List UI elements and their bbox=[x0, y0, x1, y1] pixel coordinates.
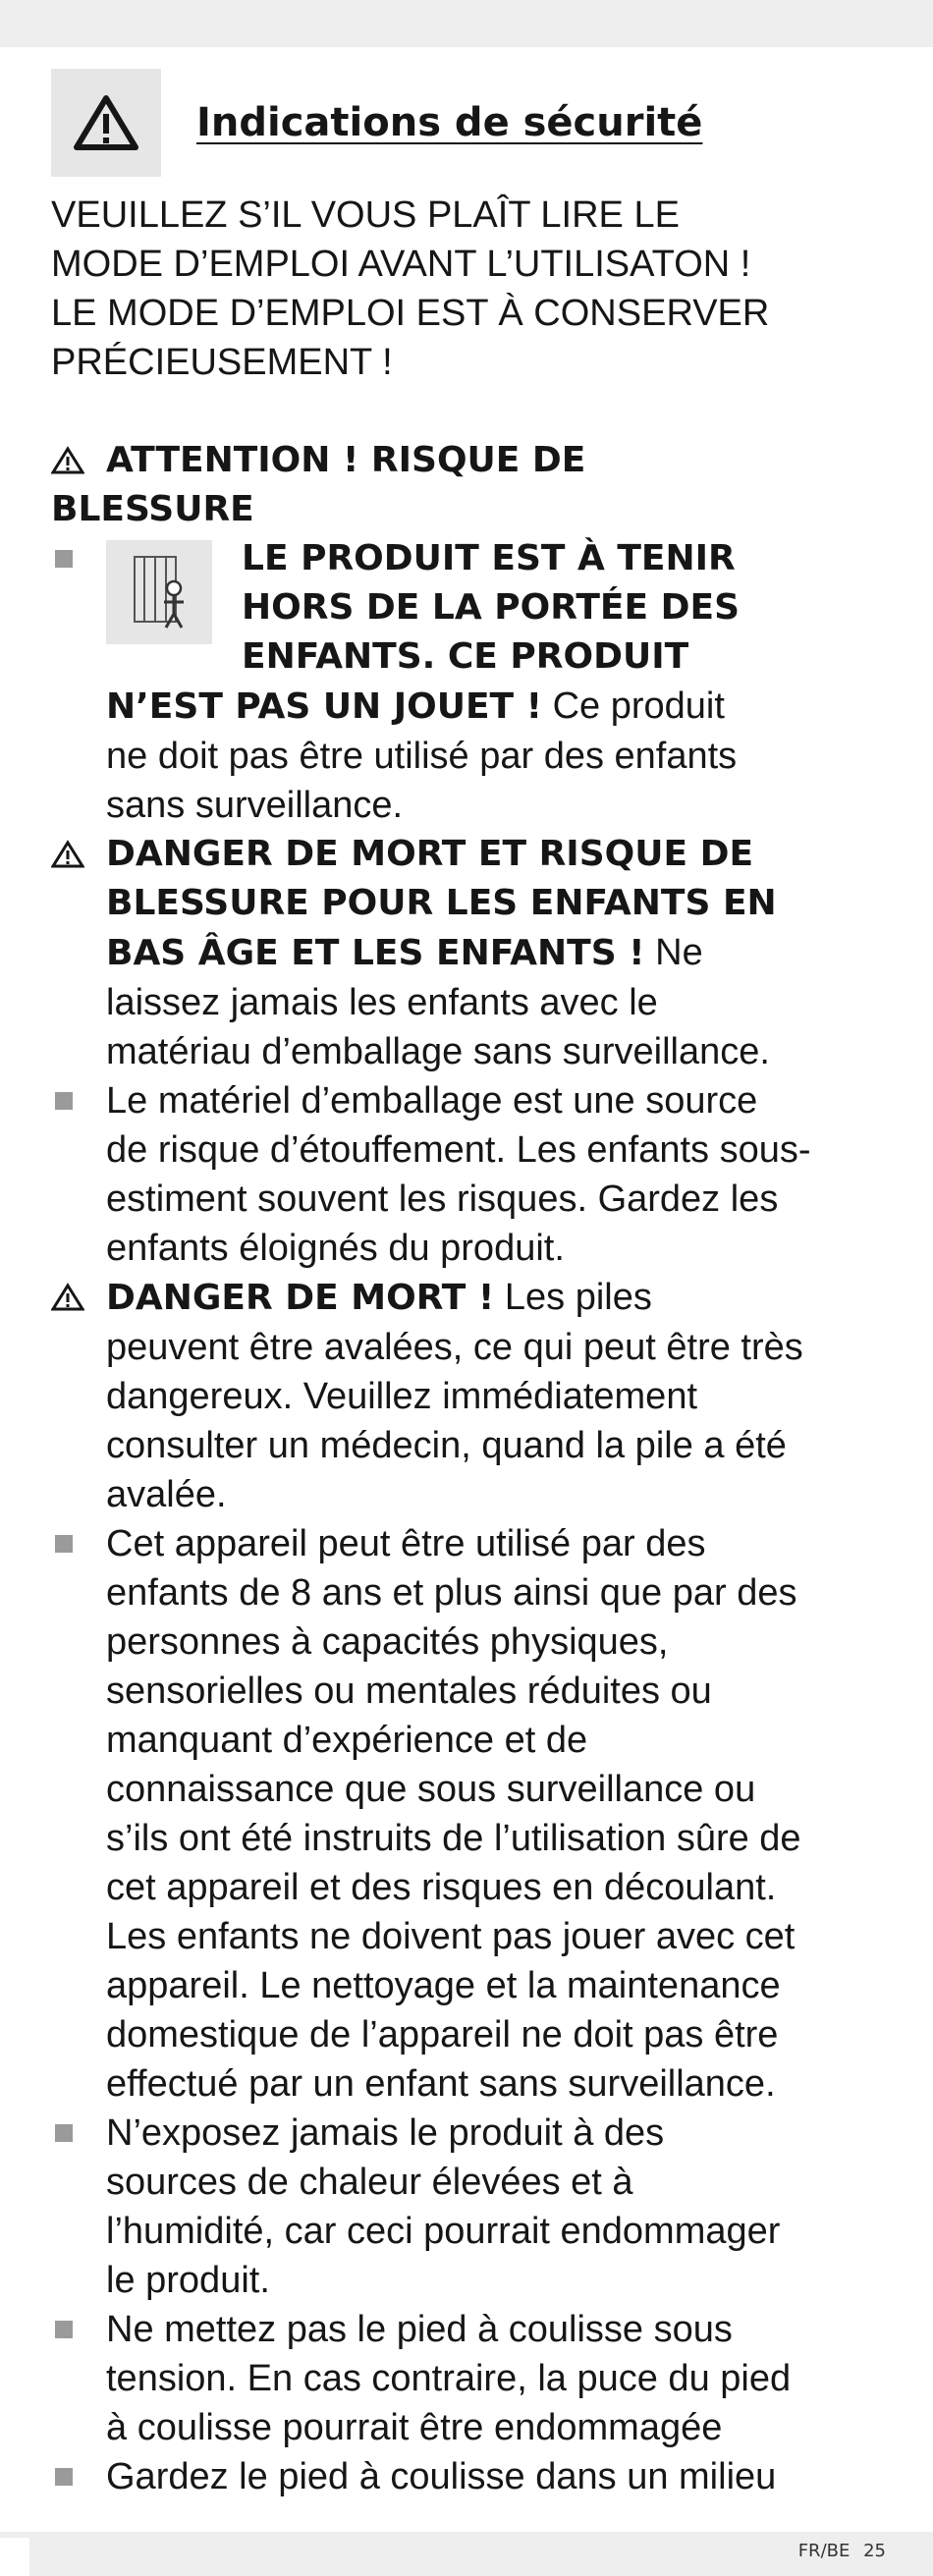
heat-text: N’exposez jamais le produit à des bbox=[106, 2112, 665, 2154]
children-bold-line: ENFANTS. CE PRODUIT bbox=[242, 636, 689, 677]
appliance-text: enfants de 8 ans et plus ainsi que par des bbox=[106, 1572, 797, 1614]
danger-text: laissez jamais les enfants avec le bbox=[106, 982, 658, 1023]
locale-code: FR/BE bbox=[797, 2541, 851, 2561]
packaging-text: de risque d’étouffement. Les enfants sous- bbox=[106, 1129, 811, 1171]
danger-heading: DANGER DE MORT ET RISQUE DE bbox=[106, 834, 754, 874]
appliance-text: manquant d’expérience et de bbox=[106, 1720, 588, 1761]
intro-line: PRÉCIEUSEMENT ! bbox=[51, 342, 393, 383]
safety-section bbox=[51, 69, 896, 2501]
battery-danger-warning bbox=[51, 1273, 896, 1519]
danger-children-warning bbox=[51, 830, 896, 1076]
page-number: 25 bbox=[863, 2541, 886, 2561]
danger-heading: BLESSURE POUR LES ENFANTS EN bbox=[106, 883, 777, 923]
bottom-tab bbox=[0, 2538, 29, 2576]
children-warning bbox=[51, 534, 896, 830]
appliance-text: appareil. Le nettoyage et la maintenance bbox=[106, 1965, 781, 2006]
environment-warning bbox=[51, 2452, 896, 2501]
intro-line: VEUILLEZ S’IL VOUS PLAÎT LIRE LE bbox=[51, 194, 680, 236]
bottom-margin-band bbox=[0, 2532, 933, 2576]
appliance-text: personnes à capacités physiques, bbox=[106, 1621, 669, 1663]
section-header bbox=[51, 69, 896, 177]
packaging-text: enfants éloignés du produit. bbox=[106, 1228, 565, 1269]
bullet-square bbox=[55, 2468, 73, 2486]
appliance-text: Cet appareil peut être utilisé par des bbox=[106, 1523, 706, 1564]
battery-text: Les piles bbox=[504, 1277, 652, 1318]
bullet-square bbox=[55, 2321, 73, 2338]
tension-text: Ne mettez pas le pied à coulisse sous bbox=[106, 2309, 733, 2350]
children-bold-line: LE PRODUIT EST À TENIR bbox=[242, 538, 736, 578]
small-warning-triangle-icon bbox=[51, 1283, 84, 1312]
small-warning-triangle-icon bbox=[51, 840, 84, 869]
tension-text: à coulisse pourrait être endommagée bbox=[106, 2407, 723, 2448]
intro-line: LE MODE D’EMPLOI EST À CONSERVER bbox=[51, 293, 770, 334]
battery-text: consulter un médecin, quand la pile a été bbox=[106, 1425, 787, 1466]
attention-heading: ATTENTION ! RISQUE DE bbox=[106, 440, 586, 480]
small-warning-triangle-icon bbox=[51, 446, 84, 475]
children-text: ne doit pas être utilisé par des enfants bbox=[106, 736, 738, 777]
appliance-text: cet appareil et des risques en découlant. bbox=[106, 1867, 777, 1908]
environment-text: Gardez le pied à coulisse dans un milieu bbox=[106, 2456, 777, 2497]
packaging-text: estiment souvent les risques. Gardez les bbox=[106, 1178, 779, 1220]
attention-warning bbox=[51, 436, 896, 485]
attention-heading-continued: BLESSURE bbox=[51, 489, 254, 529]
heat-warning bbox=[51, 2109, 896, 2305]
heat-text: l’humidité, car ceci pourrait endommager bbox=[106, 2211, 781, 2252]
appliance-text: Les enfants ne doivent pas jouer avec cet bbox=[106, 1916, 796, 1957]
child-hazard-icon bbox=[106, 540, 212, 644]
appliance-text: connaissance que sous surveillance ou bbox=[106, 1769, 756, 1810]
safety-warnings bbox=[51, 436, 896, 2501]
packaging-text: Le matériel d’emballage est une source bbox=[106, 1080, 758, 1122]
intro-paragraph bbox=[51, 191, 896, 387]
bullet-square bbox=[55, 1535, 73, 1553]
appliance-text: effectué par un enfant sans surveillance. bbox=[106, 2063, 776, 2105]
tension-warning bbox=[51, 2305, 896, 2452]
appliance-text: s’ils ont été instruits de l’utilisation sûre de bbox=[106, 1818, 801, 1859]
battery-text: dangereux. Veuillez immédiatement bbox=[106, 1376, 698, 1417]
children-text: sans surveillance. bbox=[106, 785, 404, 826]
battery-text: peuvent être avalées, ce qui peut être très bbox=[106, 1327, 803, 1368]
heat-text: le produit. bbox=[106, 2260, 270, 2301]
section-title: Indications de sécurité bbox=[196, 100, 703, 145]
danger-text: matériau d’emballage sans surveillance. bbox=[106, 1031, 770, 1072]
appliance-warning bbox=[51, 1519, 896, 2109]
intro-line: MODE D’EMPLOI AVANT L’UTILISATON ! bbox=[51, 244, 751, 285]
appliance-text: domestique de l’appareil ne doit pas être bbox=[106, 2014, 779, 2055]
children-bold-line: HORS DE LA PORTÉE DES bbox=[242, 587, 741, 628]
battery-heading: DANGER DE MORT ! bbox=[106, 1278, 495, 1318]
bullet-square bbox=[55, 2124, 73, 2142]
bullet-square bbox=[55, 1092, 73, 1110]
heat-text: sources de chaleur élevées et à bbox=[106, 2162, 633, 2203]
warning-triangle-icon bbox=[51, 69, 161, 177]
danger-heading: BAS ÂGE ET LES ENFANTS ! bbox=[106, 933, 645, 973]
children-bold-line: N’EST PAS UN JOUET ! bbox=[106, 686, 543, 727]
children-text: Ce produit bbox=[552, 685, 725, 727]
appliance-text: sensorielles ou mentales réduites ou bbox=[106, 1671, 712, 1712]
battery-text: avalée. bbox=[106, 1474, 227, 1515]
danger-text: Ne bbox=[655, 932, 703, 973]
packaging-warning bbox=[51, 1076, 896, 1273]
bullet-square bbox=[55, 550, 73, 568]
tension-text: tension. En cas contraire, la puce du pied bbox=[106, 2358, 792, 2399]
page-footer bbox=[798, 2541, 886, 2561]
